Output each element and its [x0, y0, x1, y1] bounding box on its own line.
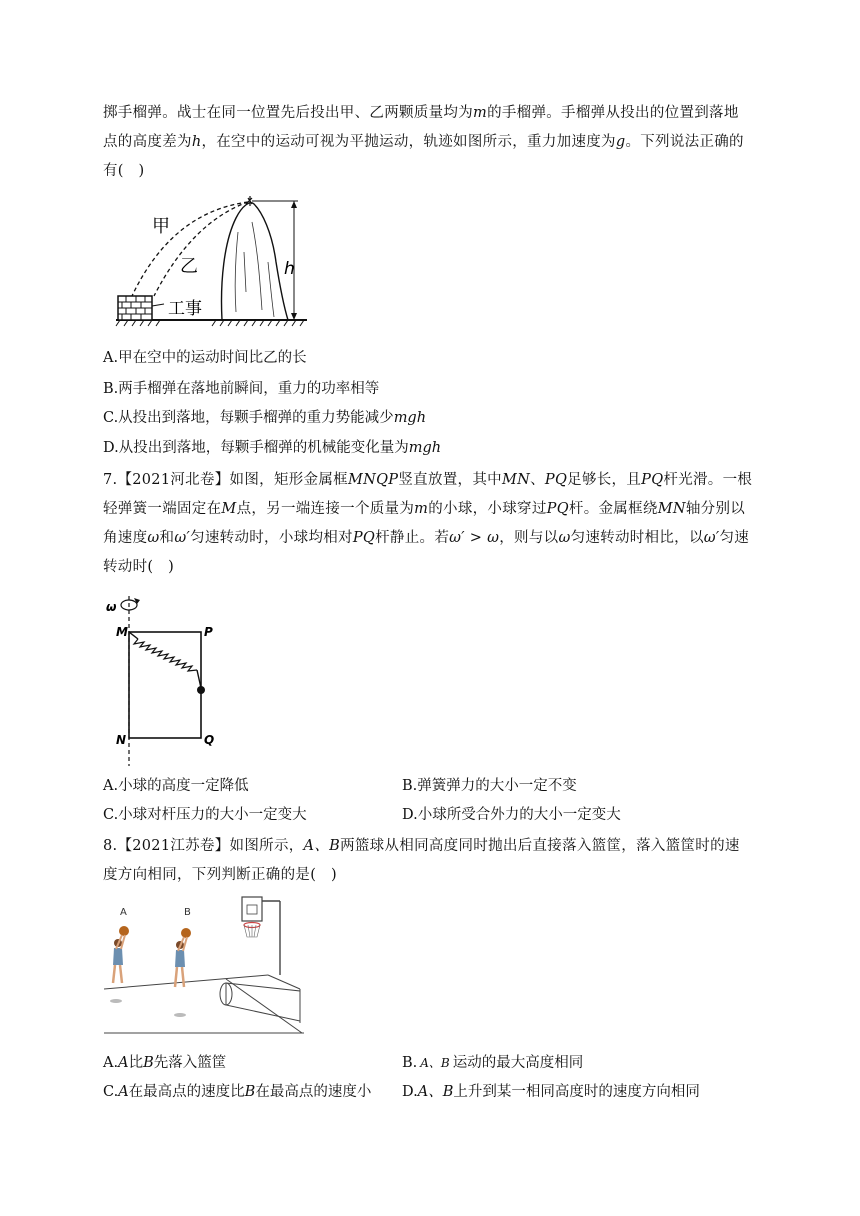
- q6-option-b: B.两手榴弹在落地前瞬间，重力的功率相等: [103, 381, 380, 397]
- q7-number: 7.: [103, 472, 118, 488]
- q7-stem-part: 杆静止。若: [375, 530, 450, 546]
- q8-option-a-text: 比: [128, 1055, 144, 1071]
- q7-stem-part: 和: [159, 530, 175, 546]
- q8-option-d-var: A、B: [417, 1084, 454, 1100]
- q6-trajectory-jia: [132, 202, 248, 296]
- q8-option-a-text: 先落入篮筐: [153, 1055, 227, 1071]
- q8-number: 8.: [103, 838, 118, 854]
- q7-label-omega: ω: [106, 600, 117, 614]
- q7-condition: ω′ > ω: [449, 530, 500, 546]
- q8-hoop: [242, 897, 280, 975]
- q6-stem-part: 掷手榴弹。战士在同一位置先后投出甲、乙两颗质量均为: [103, 105, 473, 121]
- q8-label-a: A: [120, 907, 127, 918]
- q6-var-h: h: [191, 134, 202, 150]
- q8-option-c-var: B: [244, 1084, 256, 1100]
- q7-stem-part: 匀速转动时相比，以: [570, 530, 704, 546]
- q7-label-q: Q: [204, 733, 215, 747]
- q7-option-d: D.小球所受合外力的大小一定变大: [402, 807, 621, 823]
- q7-var-pq: PQ: [641, 472, 664, 488]
- q6-stem-part: 。下列说法正确的有( ): [103, 134, 744, 179]
- q7-var-mn: MN: [501, 472, 531, 488]
- q7-label-p: P: [204, 625, 213, 639]
- q7-metal-frame: [129, 632, 201, 738]
- q7-var-omega: ω: [558, 530, 571, 546]
- q8-option-b: [402, 1051, 583, 1072]
- q7-var-mnqp: MNQP: [347, 472, 399, 488]
- q7-stem-part: 足够长，且: [567, 472, 642, 488]
- q6-stem: [103, 99, 753, 186]
- q7-stem-part: 、: [530, 472, 545, 488]
- q7-stem: [103, 466, 753, 582]
- q6-option-a: A.甲在空中的运动时间比乙的长: [103, 350, 307, 366]
- q7-stem-part: 匀速转动时( ): [103, 530, 750, 575]
- q6-stem-part: ，在空中的运动可视为平抛运动，轨迹如图所示，重力加速度为: [201, 134, 616, 150]
- q6-option-d: [103, 436, 441, 457]
- q7-stem-part: 轴分别以角速度: [103, 501, 746, 546]
- q6-grenade-figure: [112, 192, 312, 327]
- q6-label-gongshi: 工事: [168, 299, 202, 319]
- q8-basketball-figure: [104, 893, 308, 1041]
- q8-stem: [103, 832, 753, 890]
- q8-source: 【2021江苏卷】: [117, 838, 230, 854]
- q7-stem-part: ，则与以: [499, 530, 559, 546]
- q6-option-c-text: C.从投出到落地，每颗手榴弹的重力势能减少: [103, 410, 394, 426]
- q7-label-n: N: [116, 733, 127, 747]
- q7-var-pq: PQ: [352, 530, 376, 546]
- q8-var-ab: A、B: [303, 838, 341, 854]
- q8-option-a-prefix: A.: [103, 1055, 119, 1071]
- q7-var-mn: MN: [657, 501, 686, 517]
- q8-option-d: [402, 1080, 700, 1101]
- q8-option-d-text: 上升到某一相同高度时的速度方向相同: [453, 1084, 700, 1100]
- q6-option-c-expr: mgh: [393, 410, 427, 426]
- q8-option-c-text: 在最高点的速度比: [128, 1084, 245, 1100]
- q8-option-a-var: B: [143, 1055, 154, 1071]
- q7-ball: [197, 686, 205, 694]
- q7-option-c: C.小球对杆压力的大小一定变大: [103, 807, 307, 823]
- q7-var-omega-prime: ω′: [174, 530, 191, 546]
- q7-stem-part: 如图，矩形金属框: [229, 472, 348, 488]
- q8-option-b-var: A、B: [420, 1056, 450, 1070]
- q7-label-m: M: [116, 625, 128, 639]
- q6-option-d-text: D.从投出到落地，每颗手榴弹的机械能变化量为: [103, 440, 409, 456]
- q8-stem-part: 如图所示，: [229, 838, 304, 854]
- q7-stem-part: 杆光滑。一根轻弹簧一端固定在: [103, 472, 753, 517]
- q7-var-pq: PQ: [546, 501, 569, 517]
- q8-stem-part: 两篮球从相同高度同时抛出后直接落入篮筐，落入篮筐时的速度方向相同，下列判断正确的是( ): [103, 838, 740, 883]
- q7-stem-part: 的小球，小球穿过: [428, 501, 547, 517]
- q6-label-h: h: [284, 259, 295, 279]
- q6-var-m: m: [473, 105, 488, 121]
- q8-label-b: B: [184, 907, 191, 918]
- q7-stem-part: 点，另一端连接一个质量为: [236, 501, 415, 517]
- q7-var-omega-prime: ω′: [703, 530, 720, 546]
- q7-option-b: B.弹簧弹力的大小一定不变: [402, 778, 577, 794]
- q7-spring: [129, 632, 201, 688]
- q7-option-a: A.小球的高度一定降低: [103, 778, 249, 794]
- q6-label-jia: 甲: [152, 216, 170, 237]
- q7-frame-figure: [104, 594, 224, 770]
- q6-stem-part: 的手榴弹。手榴弹从投出的位置到落地点的高度差为: [103, 105, 739, 150]
- q7-var-m: m: [414, 501, 429, 517]
- q6-option-c: [103, 406, 426, 427]
- q7-source: 【2021河北卷】: [117, 472, 230, 488]
- q7-var-m-point: M: [221, 501, 237, 517]
- q6-var-g: g: [615, 134, 626, 150]
- q7-stem-part: 杆。金属框绕: [568, 501, 658, 517]
- q7-stem-part: 匀速转动时，小球均相对: [190, 530, 353, 546]
- q8-option-c-text: 在最高点的速度小: [255, 1084, 372, 1100]
- q6-label-yi: 乙: [180, 256, 198, 277]
- q7-stem-part: 竖直放置，其中: [398, 472, 502, 488]
- q8-option-c-prefix: C.: [103, 1084, 119, 1100]
- q7-var-pq: PQ: [544, 472, 568, 488]
- q7-var-omega: ω: [147, 530, 160, 546]
- q6-option-d-expr: mgh: [408, 440, 442, 456]
- q8-option-c-var: A: [118, 1084, 129, 1100]
- q8-option-b-prefix: B.: [402, 1055, 418, 1071]
- q6-mountain: [222, 203, 288, 320]
- q6-bunker-wall: [118, 296, 152, 320]
- q8-option-a-var: A: [118, 1055, 129, 1071]
- q8-option-d-prefix: D.: [402, 1084, 418, 1100]
- q8-option-b-text: 运动的最大高度相同: [452, 1055, 584, 1071]
- q8-option-a: [103, 1051, 226, 1072]
- q8-option-c: [103, 1080, 371, 1101]
- q8-player-b: [174, 907, 191, 1017]
